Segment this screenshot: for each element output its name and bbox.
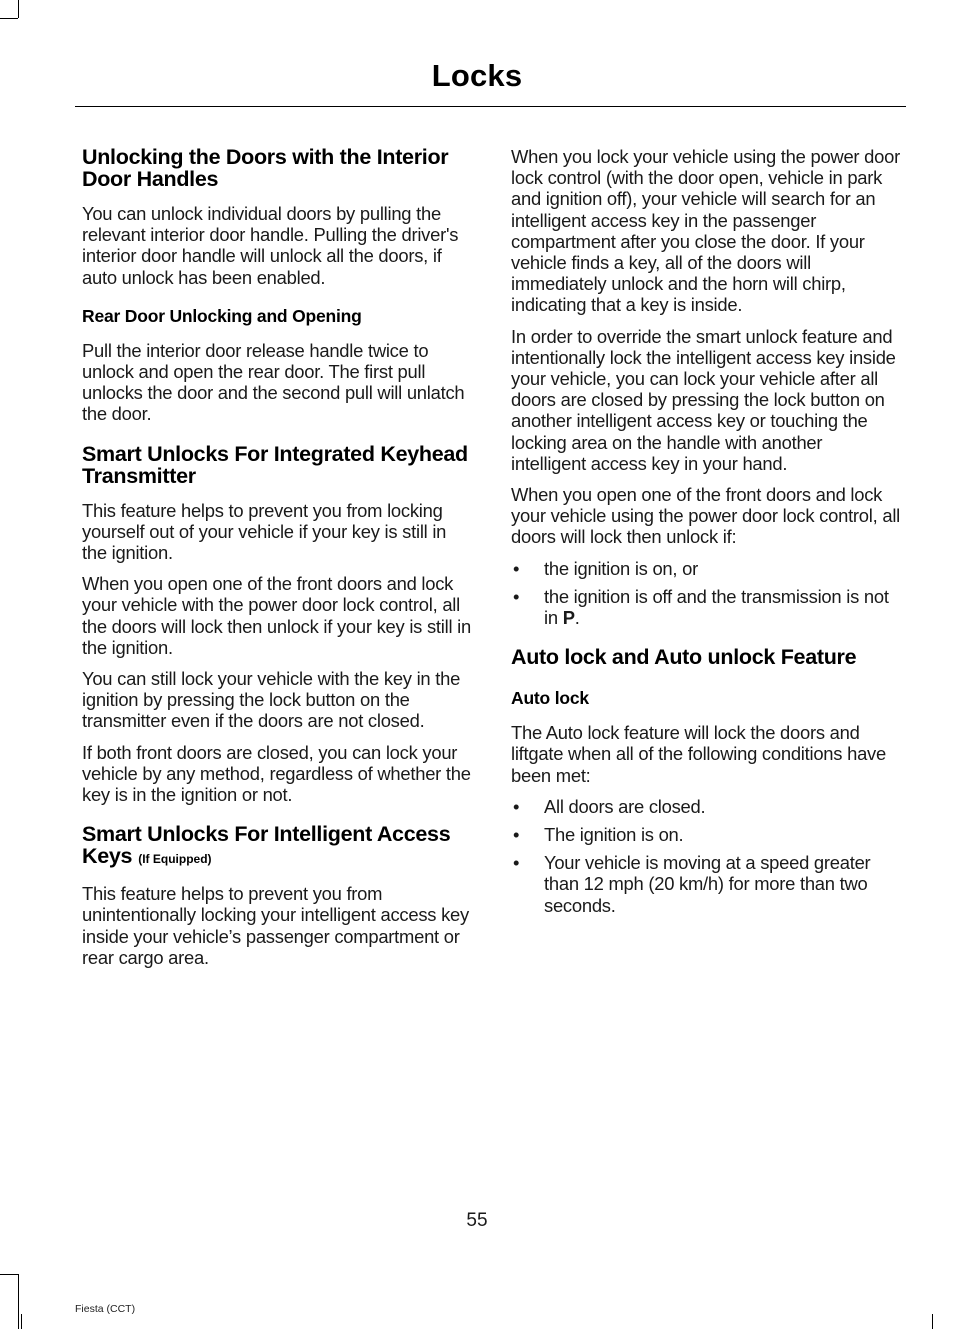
heading-interior-door-handles: Unlocking the Doors with the Interior Door Handles — [82, 145, 449, 191]
paragraph: When you open one of the front doors and lock your vehicle with the power door lock control, all the doors will lock then unlock if your key is still in the ignition. — [82, 573, 471, 658]
paragraph: The Auto lock feature will lock the doors and liftgate when all of the following conditions have been met: — [511, 722, 886, 786]
paragraph: When you open one of the front doors and lock your vehicle using the power door lock control, all doors will lock then unlock if: — [511, 484, 900, 548]
crop-mark — [18, 1274, 19, 1329]
list-item-text: the ignition is off and the transmission is not in — [544, 585, 889, 629]
heading-text: Smart Unlocks For Intelligent Access Keys — [82, 822, 451, 869]
left-column — [82, 146, 472, 978]
list-item — [511, 796, 901, 817]
list-item-text: All doors are closed. — [544, 795, 706, 817]
paragraph: This feature helps to prevent you from locking yourself out of your vehicle if your key is still in the ignition. — [82, 499, 447, 564]
bullet: • — [513, 557, 520, 579]
list-item-suffix: . — [574, 607, 580, 629]
paragraph: This feature helps to prevent you from unintentionally locking your intelligent access key inside your vehicle’s passenger compartment or rear cargo area. — [82, 883, 469, 968]
bullet: • — [513, 585, 520, 607]
heading-auto-lock-feature: Auto lock and Auto unlock Feature — [511, 645, 857, 670]
list-item — [511, 558, 901, 579]
footer-model-label: Fiesta (CCT) — [75, 1303, 136, 1315]
list-item — [511, 824, 901, 845]
crop-mark — [0, 1274, 18, 1275]
bullet: • — [513, 795, 520, 817]
crop-mark — [21, 1314, 22, 1329]
list-item — [511, 852, 901, 916]
list-item-text: The ignition is on. — [544, 824, 684, 846]
heading-smart-unlocks-intelligent — [82, 823, 472, 870]
condition-list — [511, 558, 901, 629]
crop-mark — [0, 18, 18, 19]
subheading-auto-lock: Auto lock — [511, 688, 589, 709]
paragraph: In order to override the smart unlock feature and intentionally lock the intelligent access key inside your vehicle, you can lock your vehicle after all doors are closed by pressing the lock button on another intelligent access key or touching the locking area on the handle with another intelligent access key in your hand. — [511, 325, 896, 474]
paragraph: If both front doors are closed, you can lock your vehicle by any method, regardless of whether the key is in the ignition or not. — [82, 741, 471, 806]
title-divider — [75, 106, 906, 107]
list-item-text: the ignition is on, or — [544, 557, 698, 579]
right-column — [511, 146, 901, 926]
paragraph: You can still lock your vehicle with the key in the ignition by pressing the lock button on the transmitter even if the doors are not closed. — [82, 668, 461, 732]
list-item — [511, 586, 901, 628]
heading-smart-unlocks-keyhead: Smart Unlocks For Integrated Keyhead Transmitter — [82, 441, 468, 488]
bullet: • — [513, 824, 520, 846]
auto-lock-conditions — [511, 796, 901, 916]
paragraph: When you lock your vehicle using the power door lock control (with the door open, vehicle in park and ignition off), your vehicle will search for an intelligent access key in the passenger compartment after you close the door. If your vehicle finds a key, all of the doors will immediately unlock and the horn will chirp, indicating that a key is inside. — [511, 146, 900, 316]
gear-letter: P — [562, 607, 575, 629]
heading-rear-door-unlocking: Rear Door Unlocking and Opening — [82, 305, 362, 326]
paragraph: Pull the interior door release handle twice to unlock and open the rear door. The first pull unlocks the door and the second pull will unlatch the door. — [82, 339, 465, 425]
crop-mark — [18, 0, 19, 18]
crop-mark — [932, 1314, 933, 1329]
page-title: Locks — [431, 58, 523, 93]
page-number: 55 — [466, 1210, 488, 1231]
list-item-text: Your vehicle is moving at a speed greater than 12 mph (20 km/h) for more than two seconds. — [544, 852, 871, 916]
if-equipped-note: (If Equipped) — [138, 852, 212, 867]
paragraph: You can unlock individual doors by pulling the relevant interior door handle. Pulling the driver's interior door handle will unlock all the doors, if auto unlock has been enabled. — [82, 203, 459, 288]
bullet: • — [513, 852, 520, 874]
